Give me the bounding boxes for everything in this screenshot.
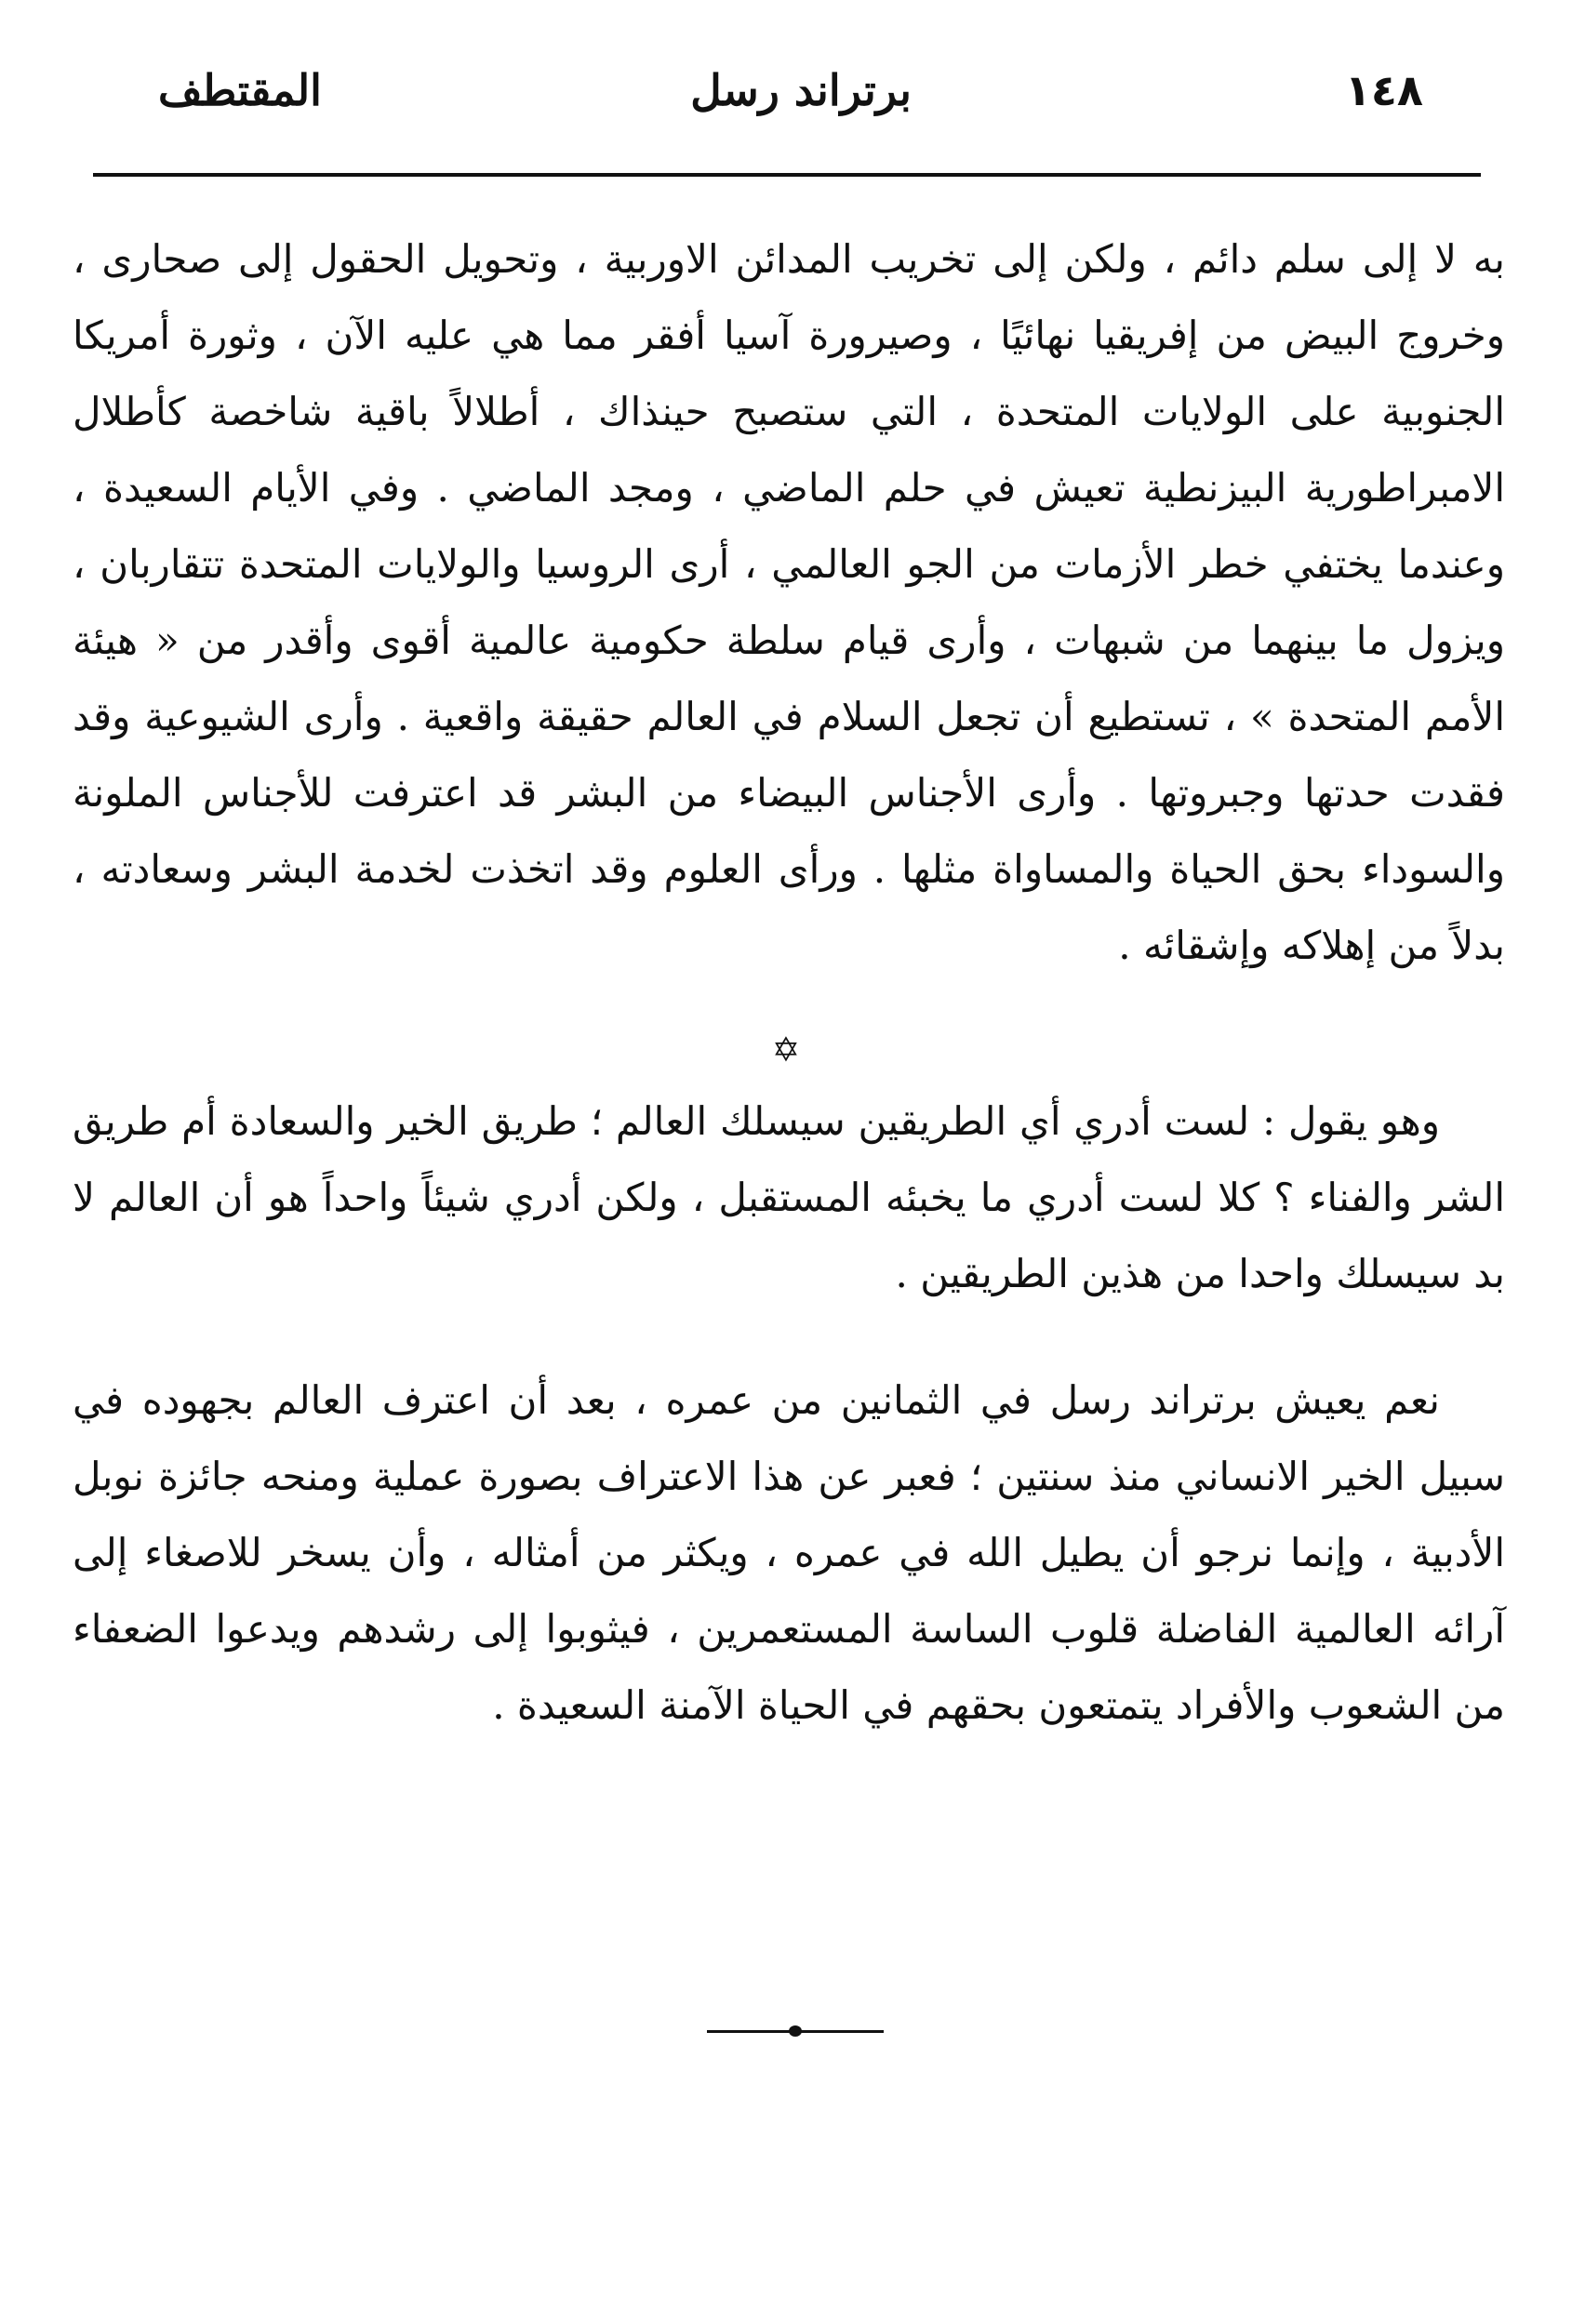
- body-paragraph-3: نعم يعيش برتراند رسل في الثمانين من عمره ، بعد أن اعترف العالم بجهوده في سبيل الخير الانساني منذ سنتين ؛ فعبر عن هذا الاعتراف بصورة عملية ومنحه جائزة نوبل الأدبية ، وإنما نرجو أن يطيل الله في عمره ، ويكثر من أمثاله ، وأن يسخر للاصغاء إلى آرائه العالمية الفاضلة قلوب الساسة المستعمرين ، فيثوبوا إلى رشدهم ويدعوا الضعفاء من الشعوب والأفراد يتمتعون بحقهم في الحياة الآمنة السعيدة .: [73, 1377, 1505, 1728]
- page-header: [93, 58, 1479, 123]
- footer-ornament: [789, 2025, 802, 2037]
- running-title: برتراند رسل: [690, 65, 912, 115]
- body-paragraph-1: به لا إلى سلم دائم ، ولكن إلى تخريب المدائن الاوربية ، وتحويل الحقول إلى صحارى ، وخروج البيض من إفريقيا نهائيًا ، وصيرورة آسيا أفقر مما هي عليه الآن ، وثورة أمريكا الجنوبية على الولايات المتحدة ، التي ستصبح حينذاك ، أطلالاً باقية شاخصة كأطلال الامبراطورية البيزنطية تعيش في حلم الماضي ، ومجد الماضي . وفي الأيام السعيدة ، وعندما يختفي خطر الأزمات من الجو العالمي ، أرى الروسيا والولايات المتحدة تتقاربان ، ويزول ما بينهما من شبهات ، وأرى قيام سلطة حكومية عالمية أقوى وأقدر من « هيئة الأمم المتحدة » ، تستطيع أن تجعل السلام في العالم حقيقة واقعية . وأرى الشيوعية وقد فقدت حدتها وجبروتها . وأرى الأجناس البيضاء من البشر قد اعترفت للأجناس الملونة والسوداء بحق الحياة والمساواة مثلها . ورأى العلوم وقد اتخذت لخدمة البشر وسعادته ، بدلاً من إهلاكه وإشقائه .: [73, 236, 1505, 968]
- section-separator-star: ✡: [771, 1031, 801, 1069]
- header-rule: [93, 173, 1481, 177]
- page-number: ١٤٨: [1344, 65, 1423, 115]
- journal-name: المقتطف: [158, 65, 322, 115]
- body-paragraph-2: وهو يقول : لست أدري أي الطريقين سيسلك العالم ؛ طريق الخير والسعادة أم طريق الشر والفناء ؟ كلا لست أدري ما يخبئه المستقبل ، ولكن أدري شيئاً واحداً هو أن العالم لا بد سيسلك واحدا من هذين الطريقين .: [73, 1098, 1505, 1296]
